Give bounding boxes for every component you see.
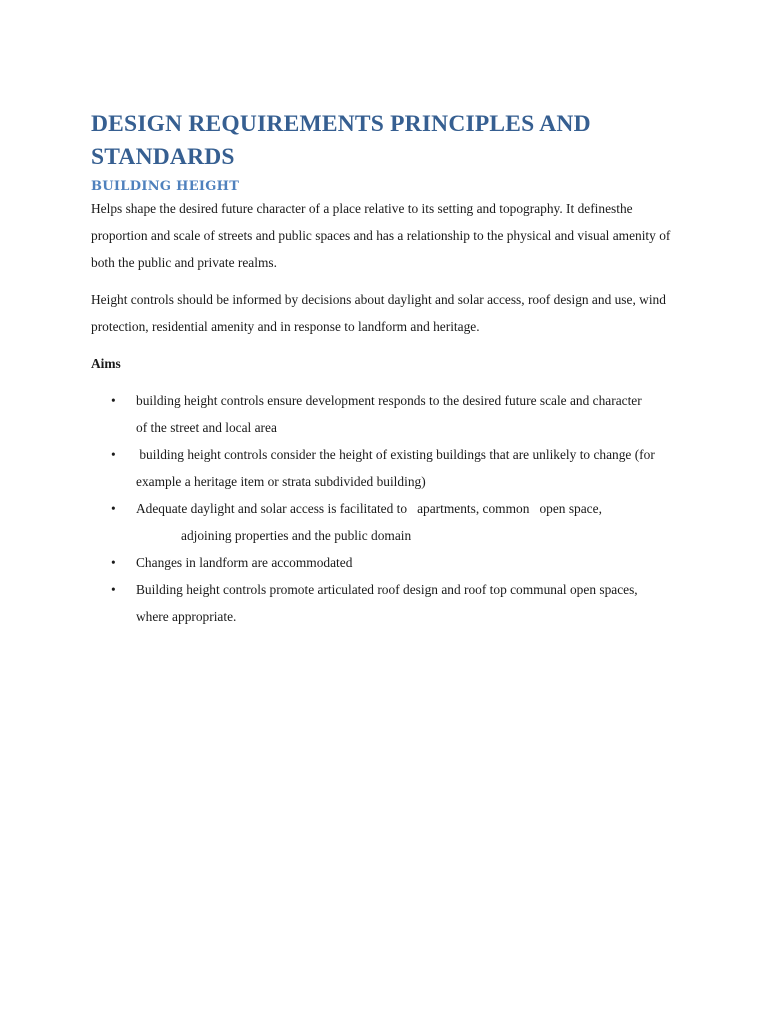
list-item-text: Changes in landform are accommodated <box>136 555 353 570</box>
bullet-icon: • <box>111 393 116 408</box>
list-item <box>91 495 656 549</box>
list-item <box>91 387 656 441</box>
list-item-text: Building height controls promote articulated roof design and roof top communal open spaces, where appropriate. <box>136 582 638 624</box>
list-item <box>91 549 656 576</box>
bullet-icon: • <box>111 582 116 597</box>
list-item <box>91 441 659 495</box>
intro-paragraph: Helps shape the desired future character of a place relative to its setting and topography. It definesthe proportion and scale of streets and public spaces and has a relationship to the physical and visual amenity of both the public and private realms. <box>91 201 671 270</box>
aims-heading: Aims <box>91 356 121 371</box>
list-item-continuation: adjoining properties and the public domain <box>181 528 412 543</box>
document-body <box>91 108 691 630</box>
height-controls-paragraph: Height controls should be informed by decisions about daylight and solar access, roof design and use, wind protection, residential amenity and in response to landform and heritage. <box>91 292 666 334</box>
list-item <box>91 576 656 630</box>
section-heading: BUILDING HEIGHT <box>91 179 240 194</box>
list-item-text: building height controls consider the height of existing buildings that are unlikely to change (for example a heritage item or strata subdivided building) <box>136 447 659 489</box>
bullet-icon: • <box>111 501 116 516</box>
list-item-text: building height controls ensure development responds to the desired future scale and character of the street and local area <box>136 393 642 435</box>
page-title: DESIGN REQUIREMENTS PRINCIPLES AND STANDARDS <box>91 111 591 170</box>
list-item-text: Adequate daylight and solar access is facilitated to apartments, common open space, <box>136 501 602 516</box>
aims-list <box>91 387 691 630</box>
bullet-icon: • <box>111 447 116 462</box>
bullet-icon: • <box>111 555 116 570</box>
